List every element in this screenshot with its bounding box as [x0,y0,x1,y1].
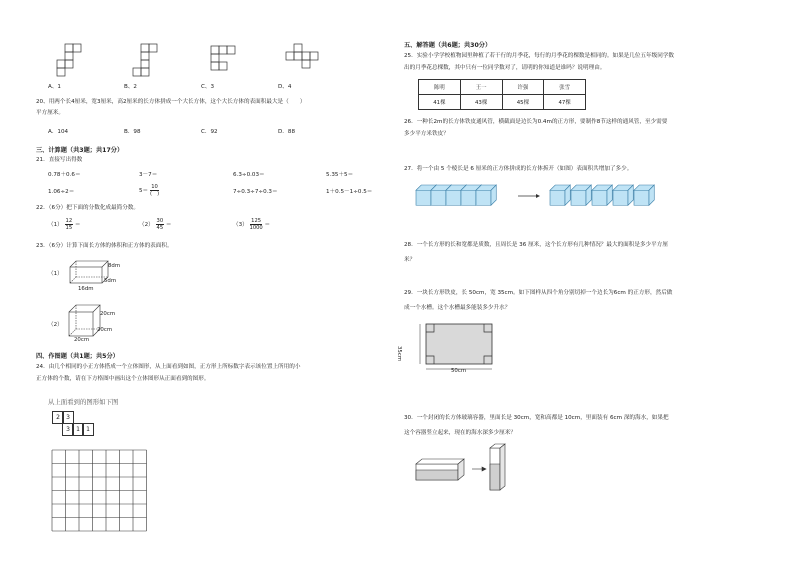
q28-line2: 米？ [404,257,416,263]
q29-line1: 29．一块长方形铁皮，长 50cm，宽 35cm。如下图样从四个角分别切掉一个边长为6cm 的正方形，然后做 [404,290,673,296]
q21-fraction-prefix: 5＝ [139,188,149,194]
table-row [419,80,586,95]
drawing-grid [52,450,150,532]
q30-line2: 这个容器竖立起来，现在的海水深多少厘米？ [404,430,516,436]
top-view-cell: 1 [72,423,84,436]
table-cell: 张雪 [544,80,586,95]
q26-line1: 26．一种长2m的长方体铁皮通风管，横截面是边长为0.4m的正方形，要制作8节这样的通风管，至少需要 [404,119,668,125]
cuboid-height-label: 8dm [108,263,121,269]
cube [613,185,633,205]
table-row [419,95,586,110]
section3-title: 三、计算题（共3题；共17分） [36,147,124,154]
q19-option-b: B、2 [124,84,137,90]
q24-line2: 正方体的个数，请在下方格图中画出这个立体图形从正面看到的图形。 [36,376,210,382]
q20-option-b: B．98 [124,129,141,135]
table-cell: 43棵 [460,95,502,110]
q19-option-c: C、3 [201,84,215,90]
cubes-figure [416,182,656,206]
q25-table [418,79,586,110]
table-cell: 47棵 [544,95,586,110]
fraction-numerator: 10 [151,184,158,190]
q21-item: 1＋0.5－1÷0.5＝ [326,189,373,195]
top-view-cell: 1 [82,423,94,436]
top-view-grid [52,411,100,437]
fraction-numerator: 30 [156,218,164,224]
q24-caption: 从上面看到的图形如下图 [48,398,119,406]
cube [571,185,591,205]
net-figure-a [53,43,83,79]
section4-title: 四、作图题（共1题；共5分） [36,353,119,360]
cube [550,185,570,205]
cube [476,185,496,205]
q24-line1: 24．由几个相同的小正方体搭成一个立体图形，从上面看到如图，正方形上所标数字表示该位置上所用的小 [36,364,301,370]
q22-item-2 [139,218,172,231]
item-label: （1） [48,222,63,228]
top-view-cell: 3 [62,411,74,424]
q29-line2: 成一个水槽。这个水槽最多能装多少升水？ [404,305,511,311]
cuboid-depth-label: 5dm [104,278,117,284]
q21-item: 3－7＝ [139,172,158,178]
table-cell: 41棵 [419,95,461,110]
cube [592,185,612,205]
fraction [65,218,74,231]
container-figure [414,442,514,494]
equals-sign: ＝ [74,222,81,228]
equals-sign: ＝ [165,222,172,228]
q21-item: 7÷0.3÷7÷0.3＝ [233,189,278,195]
fraction-denominator: 1000 [249,225,263,231]
fraction-denominator: 45 [156,225,164,231]
q30-line1: 30．一个封闭的长方体玻璃容器，里面长是 30cm，宽和高都是 10cm，里面装有 6cm 深的海水，如果把 [404,415,669,421]
q22-item-3 [233,218,270,231]
q28-line1: 28．一个长方形的长和宽都是质数，且周长是 36 厘米，这个长方形有几种情况？最大的面积是多少平方厘 [404,242,668,248]
fraction-denominator: 15 [65,225,73,231]
cube-edge-label: 20cm [74,337,90,343]
q27-line1: 27．将一个由 5 个棱长是 6 厘米的正方体拼成的长方体拆开（如图）表面积共增加了多少。 [404,166,633,172]
q25-line2: 出的月季花总棵数，其中只有一位同学数对了，请明的你知道是谁吗？说明理由。 [404,65,606,71]
section5-title: 五、解答题（共6题；共30分） [404,42,492,49]
q21-item: 5.35＋5＝ [326,172,354,178]
q21-item: 1.06÷2＝ [48,189,75,195]
net-figure-c [207,45,239,77]
q22-item-1 [48,218,81,231]
q20-line1: 20、用两个长4厘米，宽3厘米，高2厘米的长方体拼成一个大长方体，这个大长方体的表面积最大是（ ） [36,99,306,105]
q26-line2: 多少平方米铁皮？ [404,131,449,137]
top-view-cell: 2 [52,411,64,424]
item-label: （3） [233,222,248,228]
q25-line1: 25．实验小学学校植物园里种植了若干行的月季花，每行的月季花的棵数是相同的。如果是几位五年级同学数 [404,53,675,59]
item-label: （2） [139,222,154,228]
fraction [150,184,159,197]
q20-option-a: A．104 [48,129,69,135]
table-cell: 45棵 [502,95,544,110]
table-cell: 许强 [502,80,544,95]
equals-sign: ＝ [264,222,271,228]
fraction-numerator: 125 [251,218,262,224]
q22-title: 22．（6分）把下面的分数化成最简分数。 [36,205,139,211]
q23-label-1: （1） [48,271,63,277]
top-view-cell: 3 [62,423,74,436]
net-figure-d [284,43,324,73]
net-figure-b [129,43,159,79]
cube-figure [66,302,106,342]
q21-title: 21．直接写出得数 [36,157,83,163]
q20-option-c: C．92 [201,129,218,135]
cuboid-length-label: 16dm [78,286,94,292]
fraction [156,218,165,231]
q19-option-d: D、4 [278,84,292,90]
fraction-denominator: ( ) [149,191,160,197]
q21-item: 6.3÷0.03＝ [233,172,265,178]
table-cell: 王一 [460,80,502,95]
cube-edge-label: 20cm [100,311,116,317]
q19-option-a: A、1 [48,84,61,90]
q21-item-fraction [139,184,159,197]
table-cell: 陈明 [419,80,461,95]
cube-edge-label: 20cm [97,327,113,333]
tin-width-label: 50cm [451,368,467,374]
fraction [250,218,263,231]
q23-title: 23．（6分）计算下面长方体的体积和正方体的表面积。 [36,243,173,249]
q23-label-2: （2） [48,322,63,328]
fraction-numerator: 12 [65,218,73,224]
q21-item: 0.78＋0.6＝ [48,172,81,178]
cube [634,185,654,205]
q20-line2: 平方厘米。 [36,110,64,116]
tin-height-label: 35cm [396,346,402,362]
q20-option-d: D．88 [278,129,296,135]
